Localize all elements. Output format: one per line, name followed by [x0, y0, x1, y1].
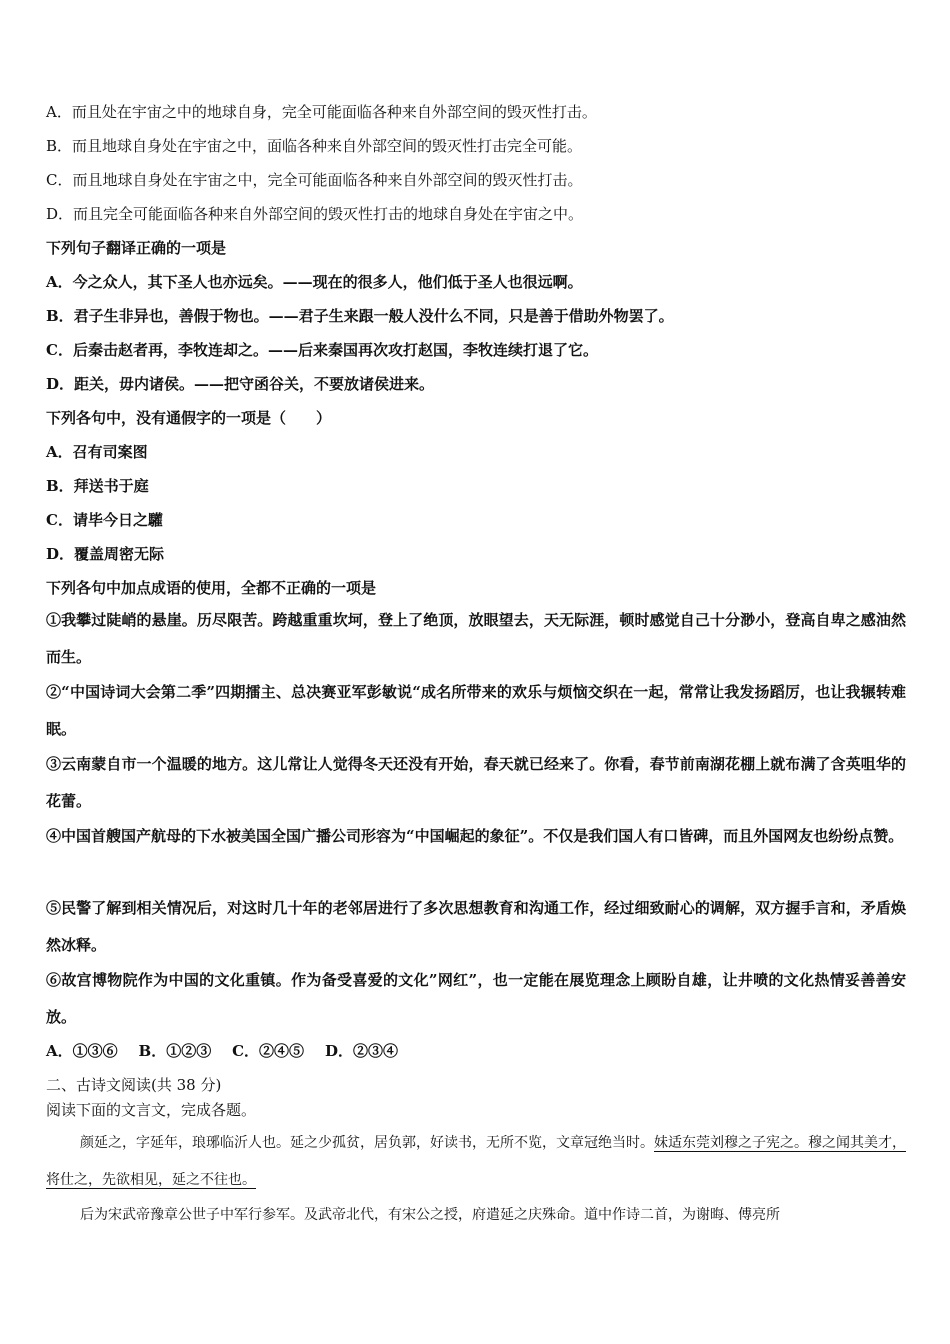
idiom-sentence-4: ④中国首艘国产航母的下水被美国全国广播公司形容为“中国崛起的象征”。不仅是我们国人有口皆碑，而且外国网友也纷纷点赞。	[46, 827, 904, 845]
option-c: C．而且地球自身处在宇宙之中，完全可能面临各种来自外部空间的毁灭性打击。	[46, 171, 583, 189]
option-d: D．而且完全可能面临各种来自外部空间的毁灭性打击的地球自身处在宇宙之中。	[46, 205, 584, 223]
option-b: B．①②③	[138, 1042, 212, 1060]
idiom-sentence-5: ⑤民警了解到相关情况后，对这时几十年的老邻居进行了多次思想教育和沟通工作，经过细致耐心的调解，双方握手言和，矛盾焕然冰释。	[46, 899, 906, 954]
question-stem: 下列各句中，没有通假字的一项是（ ）	[46, 409, 332, 427]
underlined-sentence: 妹适东莞刘穆之子宪之。穆之闻其美才，将仕之，先欲相见，延之不往也。	[46, 1135, 906, 1188]
classical-passage-paragraph-1	[46, 1125, 906, 1199]
option-b: B．拜送书于庭	[46, 477, 149, 495]
question-stem: 下列句子翻译正确的一项是	[46, 239, 227, 257]
option-a: A．而且处在宇宙之中的地球自身，完全可能面临各种来自外部空间的毁灭性打击。	[46, 103, 597, 121]
option-b: B．而且地球自身处在宇宙之中，面临各种来自外部空间的毁灭性打击完全可能。	[46, 137, 583, 155]
idiom-sentence-1: ①我攀过陡峭的悬崖。历尽限苦。跨越重重坎坷，登上了绝顶，放眼望去，天无际涯，顿时感觉自己十分渺小，登高自卑之感油然而生。	[46, 611, 906, 666]
idiom-sentence-2: ②“中国诗词大会第二季”四期擂主、总决赛亚军彭敏说“成名所带来的欢乐与烦恼交织在一起，常常让我发扬蹈厉，也让我辗转难眠。	[46, 683, 906, 738]
passage-text: 颜延之，字延年，琅琊临沂人也。延之少孤贫，居负郭，好读书，无所不览，文章冠绝当时。	[80, 1135, 654, 1151]
option-d: D．覆盖周密无际	[46, 545, 165, 563]
option-c: C．②④⑤	[232, 1042, 305, 1060]
option-d: D．距关，毋内诸侯。——把守函谷关，不要放诸侯进来。	[46, 375, 435, 393]
option-a: A．①③⑥	[46, 1042, 118, 1060]
section-instruction: 阅读下面的文言文，完成各题。	[46, 1101, 257, 1119]
idiom-sentence-6: ⑥故宫博物院作为中国的文化重镇。作为备受喜爱的文化”网红”，也一定能在展览理念上顾盼自雄，让井喷的文化热情妥善善安放。	[46, 971, 906, 1026]
option-d: D．②③④	[324, 1042, 398, 1060]
option-c: C．后秦击赵者再，李牧连却之。——后来秦国再次攻打赵国，李牧连续打退了它。	[46, 341, 598, 359]
question-stem: 下列各句中加点成语的使用，全都不正确的一项是	[46, 579, 377, 597]
idiom-sentence-3: ③云南蒙自市一个温暖的地方。这儿常让人觉得冬天还没有开始，春天就已经来了。你看，春节前南湖花棚上就布满了含英咀华的花蕾。	[46, 755, 906, 810]
idiom-options	[46, 1041, 906, 1061]
option-c: C．请毕今日之驩	[46, 511, 163, 529]
classical-passage-paragraph-2: 后为宋武帝豫章公世子中军行参军。及武帝北代，有宋公之授，府遣延之庆殊命。道中作诗二首，为谢晦、傅亮所	[80, 1207, 780, 1223]
option-a: A．今之众人，其下圣人也亦远矣。——现在的很多人，他们低于圣人也很远啊。	[46, 273, 583, 291]
option-a: A．召有司案图	[46, 443, 148, 461]
option-b: B．君子生非异也，善假于物也。——君子生来跟一般人没什么不同，只是善于借助外物罢了。	[46, 307, 674, 325]
section-heading: 二、古诗文阅读(共 38 分)	[46, 1076, 222, 1094]
